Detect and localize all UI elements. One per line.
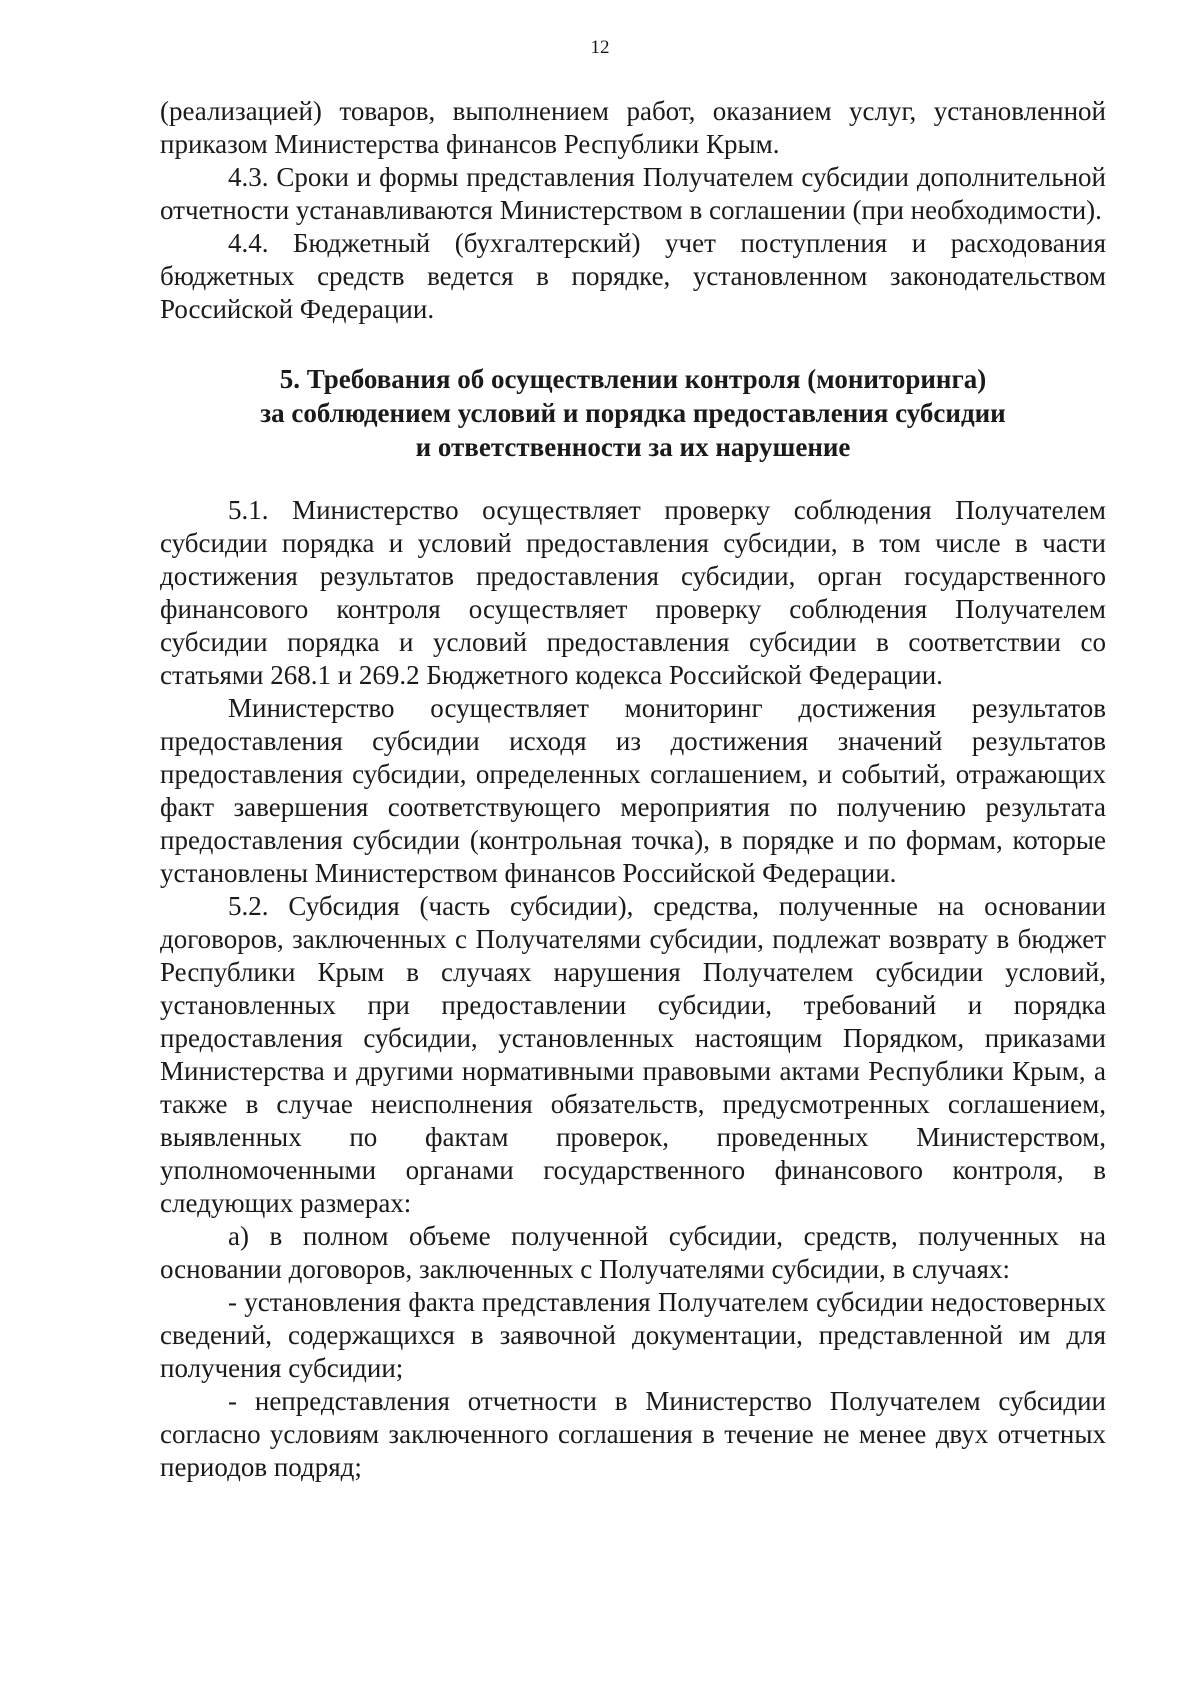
section-heading-line: и ответственности за их нарушение bbox=[415, 432, 851, 462]
section-heading-line: за соблюдением условий и порядка предоставления субсидии bbox=[260, 398, 1006, 428]
section-heading bbox=[160, 362, 1106, 464]
paragraph-4-4: 4.4. Бюджетный (бухгалтерский) учет поступления и расходования бюджетных средств ведется в порядке, установленном законодательством Российской Федерации. bbox=[160, 228, 1106, 324]
paragraph-dash-item: - непредставления отчетности в Министерство Получателем субсидии согласно условиям заключенного соглашения в течение не менее двух отчетных периодов подряд; bbox=[160, 1386, 1106, 1482]
section-heading-line: 5. Требования об осуществлении контроля (мониторинга) bbox=[279, 364, 987, 394]
paragraph-4-3: 4.3. Сроки и формы представления Получателем субсидии дополнительной отчетности устанавливаются Министерством в соглашении (при необходимости). bbox=[160, 162, 1106, 225]
paragraph-monitoring: Министерство осуществляет мониторинг достижения результатов предоставления субсидии исходя из достижения значений результатов предоставления субсидии, определенных соглашением, и событий, отражающих факт завершения соответствующего мероприятия по получению результата предоставления субсидии (контрольная точка), в порядке и по формам, которые установлены Министерством финансов Российской Федерации. bbox=[160, 693, 1106, 888]
paragraph-5-1: 5.1. Министерство осуществляет проверку соблюдения Получателем субсидии порядка и условий предоставления субсидии, в том числе в части достижения результатов предоставления субсидии, орган государственного финансового контроля осуществляет проверку соблюдения Получателем субсидии порядка и условий предоставления субсидии в соответствии со статьями 268.1 и 269.2 Бюджетного кодекса Российской Федерации. bbox=[160, 495, 1106, 690]
page-number: 12 bbox=[590, 37, 610, 58]
paragraph-item-a: а) в полном объеме полученной субсидии, средств, полученных на основании договоров, заключенных с Получателями субсидии, в случаях: bbox=[160, 1221, 1106, 1284]
paragraph-continuation: (реализацией) товаров, выполнением работ, оказанием услуг, установленной приказом Министерства финансов Республики Крым. bbox=[160, 96, 1106, 159]
document-body bbox=[160, 95, 1106, 1484]
paragraph-dash-item: - установления факта представления Получателем субсидии недостоверных сведений, содержащихся в заявочной документации, представленной им для получения субсидии; bbox=[160, 1287, 1106, 1383]
paragraph-5-2: 5.2. Субсидия (часть субсидии), средства, полученные на основании договоров, заключенных с Получателями субсидии, подлежат возврату в бюджет Республики Крым в случаях нарушения Получателем субсидии условий, установленных при предоставлении субсидии, требований и порядка предоставления субсидии, установленных настоящим Порядком, приказами Министерства и другими нормативными правовыми актами Республики Крым, а также в случае неисполнения обязательств, предусмотренных соглашением, выявленных по фактам проверок, проведенных Министерством, уполномоченными органами государственного финансового контроля, в следующих размерах: bbox=[160, 891, 1106, 1218]
